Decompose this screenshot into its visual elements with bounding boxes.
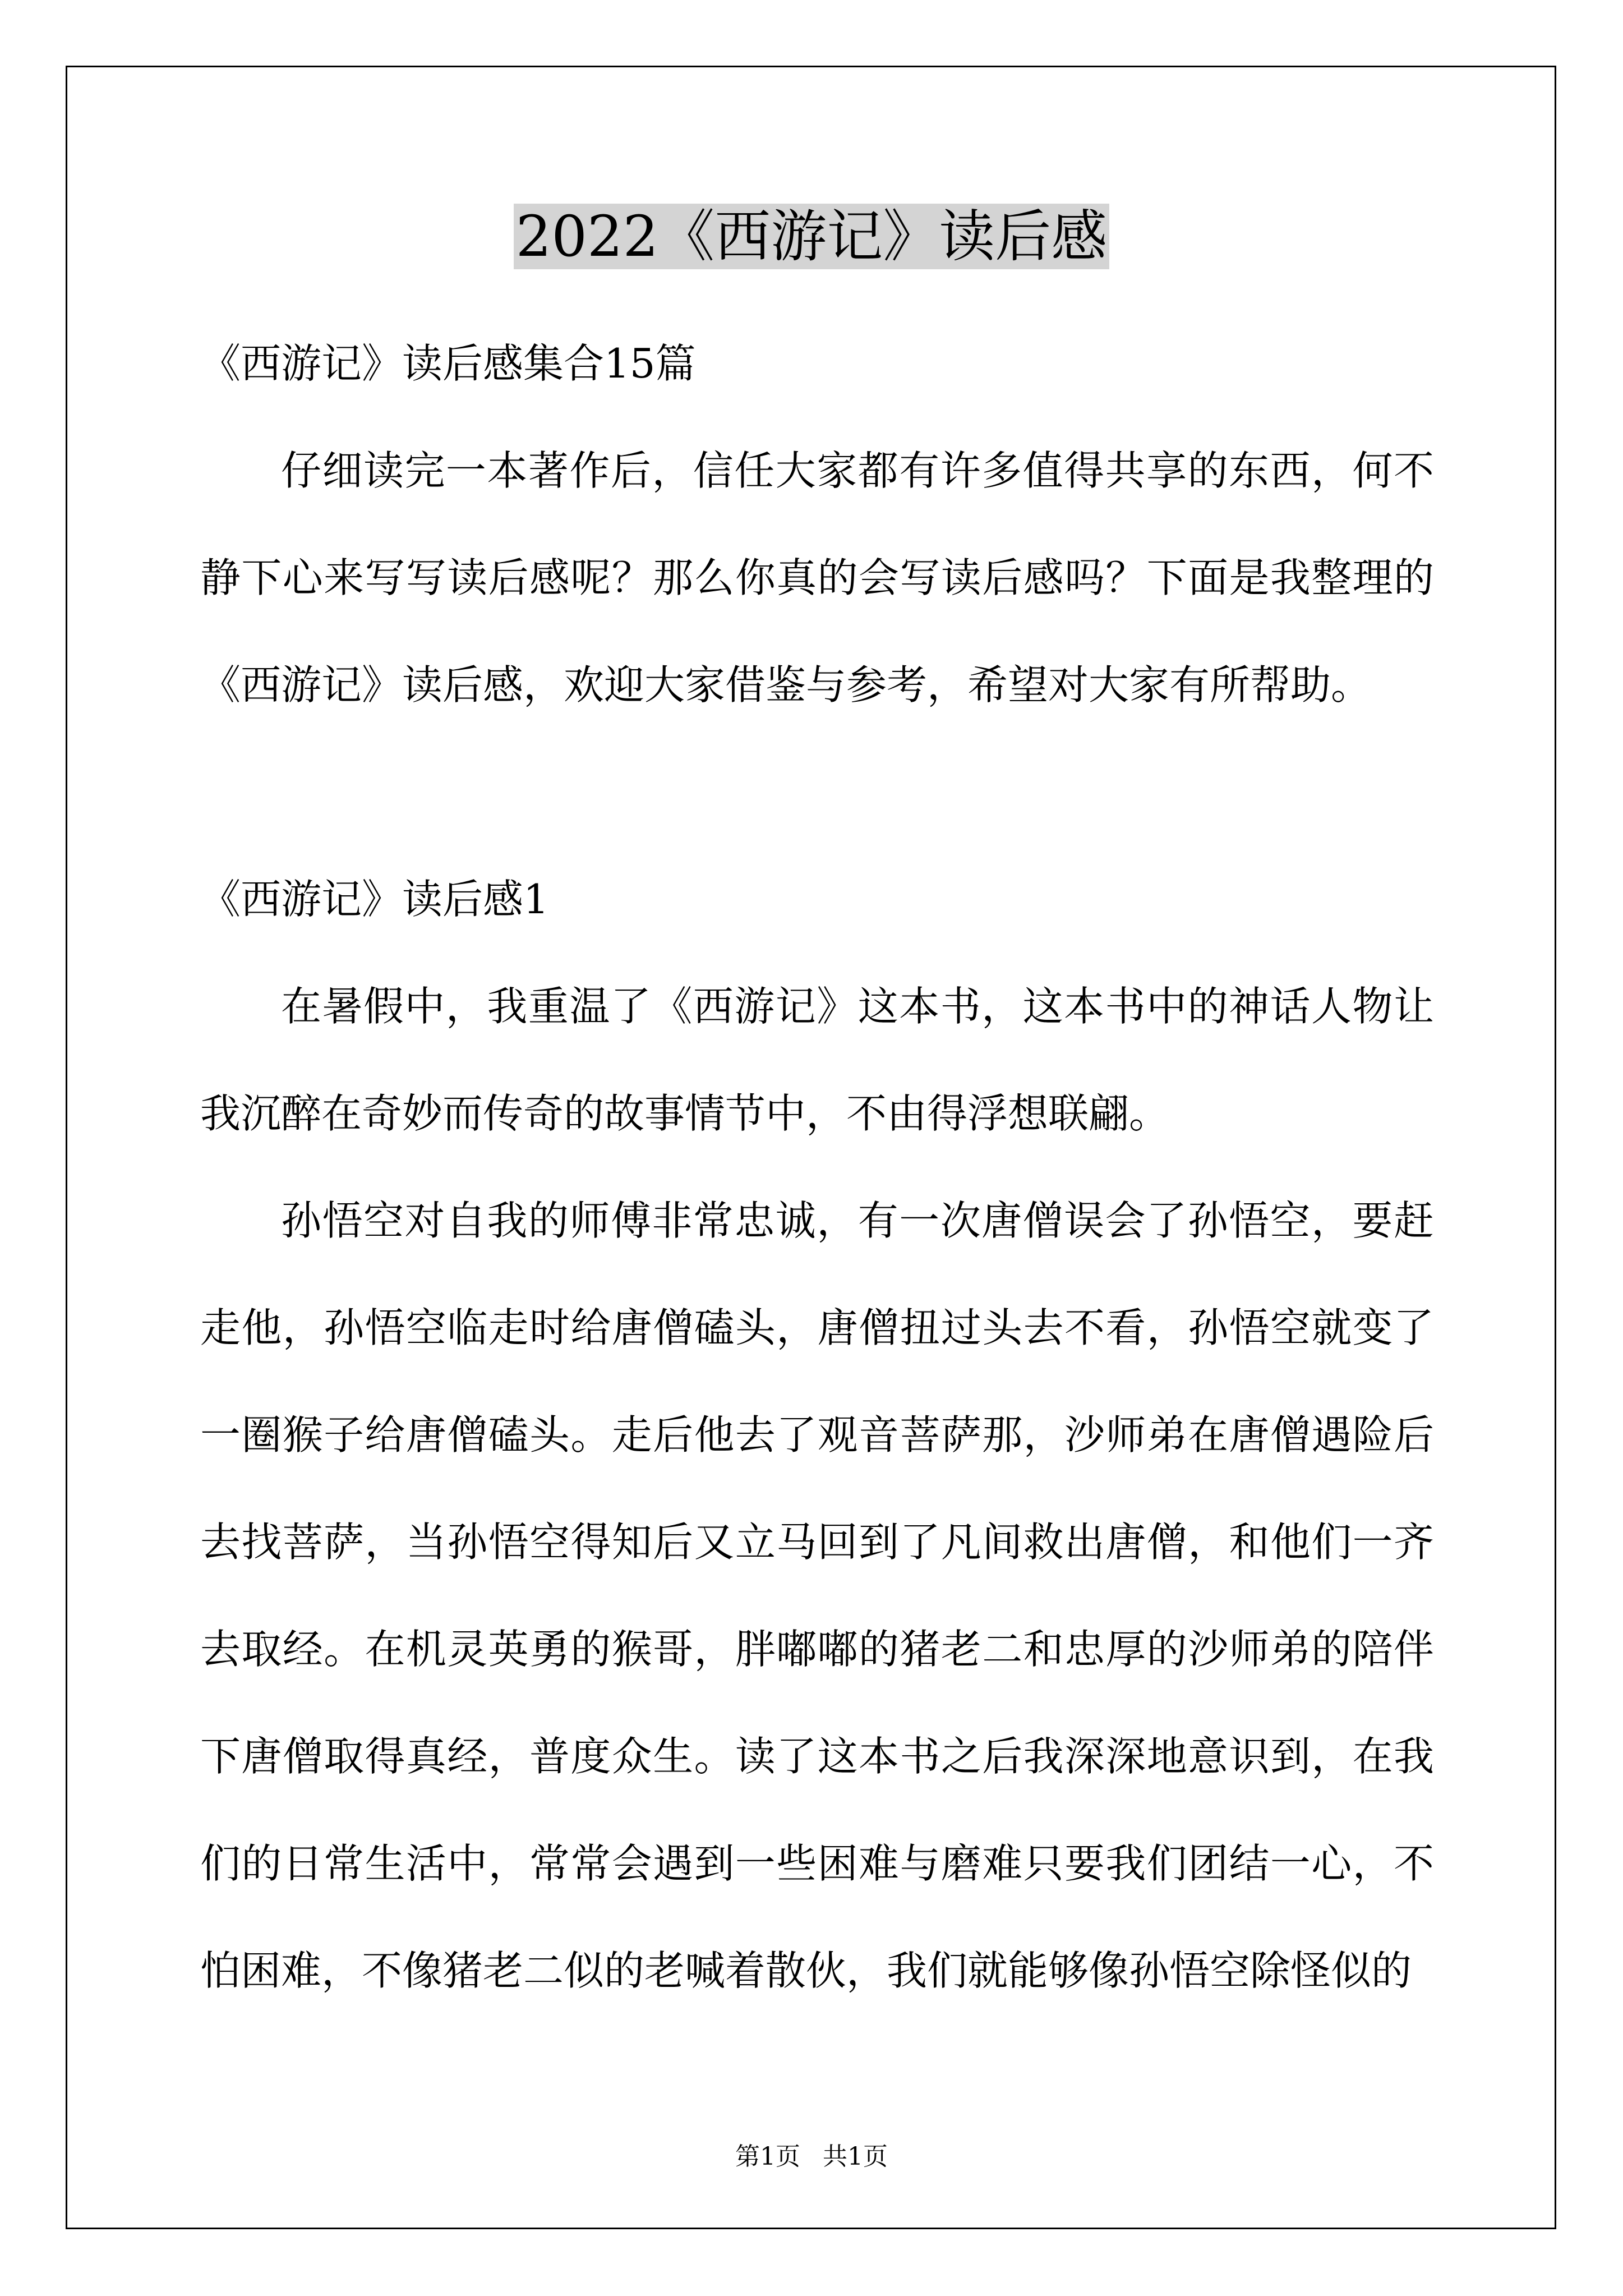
section-gap: [200, 739, 1434, 846]
document-title: [0, 200, 1623, 273]
intro-paragraph: 仔细读完一本著作后，信任大家都有许多值得共享的东西，何不静下心来写写读后感呢？那么你真的会写读后感吗？下面是我整理的《西游记》读后感，欢迎大家借鉴与参考，希望对大家有所帮助。: [200, 447, 1434, 708]
section-heading: 《西游记》读后感1: [200, 876, 549, 923]
page-footer: [0, 2140, 1623, 2174]
document-title-text: 2022《西游记》读后感: [514, 204, 1110, 269]
body-paragraph: 在暑假中，我重温了《西游记》这本书，这本书中的神话人物让我沉醉在奇妙而传奇的故事情节中，不由得浮想联翩。: [200, 983, 1434, 1137]
page-total: 共1页: [823, 2142, 888, 2171]
page-number: 第1页: [735, 2142, 800, 2171]
document-subtitle: 《西游记》读后感集合15篇: [200, 340, 696, 387]
body-paragraph: 孙悟空对自我的师傅非常忠诚，有一次唐僧误会了孙悟空，要赶走他，孙悟空临走时给唐僧磕头，唐僧扭过头去不看，孙悟空就变了一圈猴子给唐僧磕头。走后他去了观音菩萨那，沙师弟在唐僧遇险后去找菩萨，当孙悟空得知后又立马回到了凡间救出唐僧，和他们一齐去取经。在机灵英勇的猴哥，胖嘟嘟的猪老二和忠厚的沙师弟的陪伴下唐僧取得真经，普度众生。读了这本书之后我深深地意识到，在我们的日常生活中，常常会遇到一些困难与磨难只要我们团结一心，不怕困难，不像猪老二似的老喊着散伙，我们就能够像孙悟空除怪似的: [200, 1197, 1434, 1994]
document-body: [200, 310, 1434, 2024]
